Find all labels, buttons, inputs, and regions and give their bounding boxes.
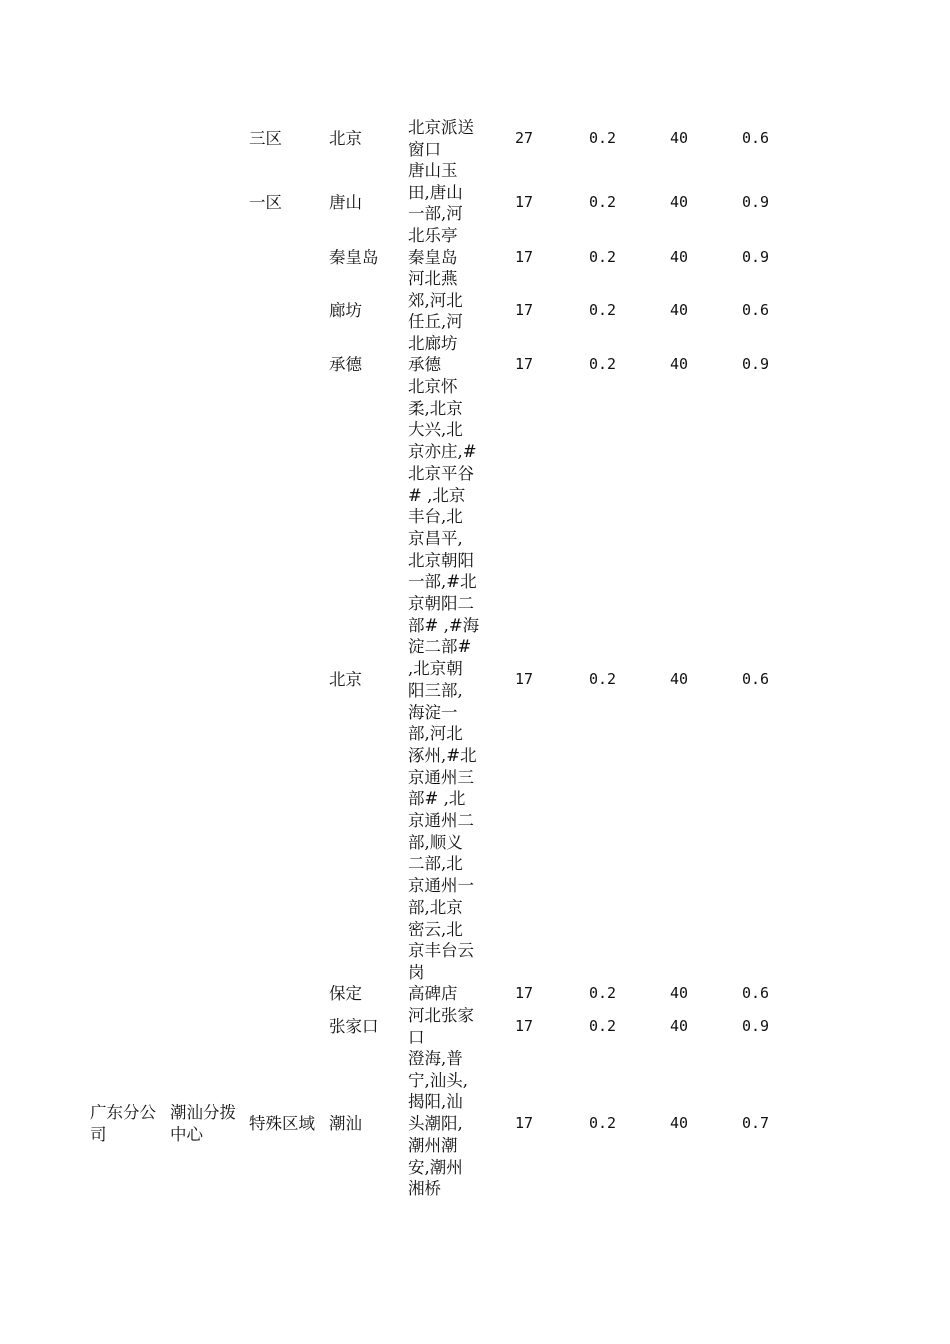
value-cell-2: 0.2: [589, 1114, 617, 1132]
value-cell-3: 40: [670, 248, 689, 266]
points-cell: 澄海,普 宁,汕头, 揭阳,汕 头潮阳, 潮州潮 安,潮州 湘桥: [408, 1049, 468, 1199]
value-cell-2: 0.2: [589, 248, 617, 266]
value-cell-1: 27: [515, 129, 534, 147]
value-cell-3: 40: [670, 301, 689, 319]
value-cell-1: 17: [515, 355, 534, 373]
city-cell: 保定: [329, 984, 362, 1003]
value-cell-3: 40: [670, 1114, 689, 1132]
value-cell-1: 17: [515, 984, 534, 1002]
value-cell-1: 17: [515, 1017, 534, 1035]
value-cell-4: 0.6: [742, 129, 770, 147]
points-cell: 河北燕 郊,河北 任丘,河 北廊坊: [408, 269, 463, 354]
points-cell: 河北张家 口: [408, 1006, 474, 1047]
value-cell-3: 40: [670, 984, 689, 1002]
value-cell-1: 17: [515, 670, 534, 688]
value-cell-1: 17: [515, 301, 534, 319]
city-cell: 唐山: [329, 193, 362, 212]
zone-cell: 三区: [249, 129, 282, 148]
value-cell-3: 40: [670, 193, 689, 211]
points-cell: 高碑店: [408, 984, 458, 1003]
value-cell-2: 0.2: [589, 355, 617, 373]
points-cell: 秦皇岛: [408, 248, 458, 267]
points-cell: 唐山玉 田,唐山 一部,河 北乐亭: [408, 161, 463, 246]
city-cell: 廊坊: [329, 301, 362, 320]
company-cell: 广东分公 司: [90, 1103, 156, 1144]
value-cell-4: 0.9: [742, 193, 770, 211]
city-cell: 潮汕: [329, 1114, 362, 1133]
value-cell-4: 0.7: [742, 1114, 770, 1132]
points-cell: 北京怀 柔,北京 大兴,北 京亦庄,# 北京平谷 # ,北京 丰台,北 京昌平, 北京朝阳 一部,#北 京朝阳二 部# ,#海 淀二部# ,北京朝 阳三部, 海淀一 部,河北 涿州,#北 京通州三 部# ,北 京通州二 部,顺义 二部,北 京通州一 部,北京 密云,北 京丰台云 岗: [408, 377, 480, 982]
value-cell-2: 0.2: [589, 1017, 617, 1035]
value-cell-4: 0.9: [742, 355, 770, 373]
value-cell-2: 0.2: [589, 301, 617, 319]
value-cell-4: 0.6: [742, 984, 770, 1002]
city-cell: 张家口: [329, 1017, 379, 1036]
value-cell-4: 0.9: [742, 1017, 770, 1035]
points-cell: 承德: [408, 355, 441, 374]
zone-cell: 特殊区域: [249, 1114, 315, 1133]
city-cell: 北京: [329, 129, 362, 148]
city-cell: 秦皇岛: [329, 248, 379, 267]
city-cell: 承德: [329, 355, 362, 374]
value-cell-1: 17: [515, 248, 534, 266]
zone-cell: 一区: [249, 193, 282, 212]
value-cell-3: 40: [670, 1017, 689, 1035]
city-cell: 北京: [329, 670, 362, 689]
value-cell-2: 0.2: [589, 193, 617, 211]
value-cell-3: 40: [670, 355, 689, 373]
value-cell-4: 0.6: [742, 301, 770, 319]
value-cell-1: 17: [515, 193, 534, 211]
value-cell-3: 40: [670, 670, 689, 688]
points-cell: 北京派送 窗口: [408, 118, 474, 159]
center-cell: 潮汕分拨 中心: [170, 1103, 236, 1144]
value-cell-4: 0.6: [742, 670, 770, 688]
value-cell-3: 40: [670, 129, 689, 147]
value-cell-2: 0.2: [589, 670, 617, 688]
value-cell-1: 17: [515, 1114, 534, 1132]
value-cell-4: 0.9: [742, 248, 770, 266]
value-cell-2: 0.2: [589, 984, 617, 1002]
value-cell-2: 0.2: [589, 129, 617, 147]
